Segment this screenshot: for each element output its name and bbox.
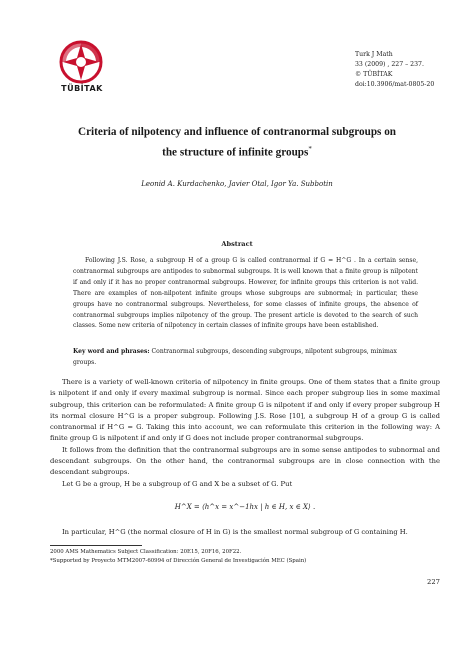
- title-line-1: Criteria of nilpotency and influence of contranormal subgroups on: [77, 126, 397, 138]
- keywords: [73, 347, 418, 369]
- display-formula: H^X = ⟨h^x = x^−1hx | h ∈ H, x ∈ X⟩ .: [174, 503, 316, 511]
- keywords-text: Contranormal subgroups, descending subgroups, nilpotent subgroups, minimax groups.: [73, 348, 397, 366]
- authors: Leonid A. Kurdachenko, Javier Otal, Igor Ya. Subbotin: [141, 180, 333, 188]
- journal-name: Turk J Math: [355, 51, 393, 58]
- journal-header: [355, 50, 465, 90]
- footnotes: [50, 548, 440, 566]
- journal-copyright: © TÜBİTAK: [355, 71, 393, 78]
- abstract-text: [73, 256, 418, 332]
- journal-volume: 33 (2009) , 227 – 237.: [355, 61, 424, 68]
- journal-doi: doi:10.3906/mat-0805-20: [355, 81, 435, 88]
- page-number: 227: [427, 578, 440, 586]
- title-footnote-mark: *: [308, 145, 312, 153]
- body-paragraph-4: In particular, H^G (the normal closure of H in G) is the smallest normal subgroup of G containing H.: [62, 528, 408, 536]
- body-paragraph-1: There is a variety of well-known criteria of nilpotency in finite groups. One of them states that a finite group is nilpotent if and only if every maximal subgroup is normal. Since each proper subgroup lies in some maximal subgroup, this criterion can be reformulated: A finite group G is nilpotent if and only if every proper subgroup H its normal closure H^G is a proper subgroup. Following J.S. Rose [10], a subgroup H of a group G is called contranormal if H^G = G. Taking this into account, we can reformulate this criterion in the following way: A finite group G is nilpotent if and only if G does not include proper contranormal subgroups.: [50, 378, 440, 443]
- body-text-continued: [50, 527, 440, 538]
- body-paragraph-3: Let G be a group, H be a subgroup of G and X be a subset of G. Put: [62, 479, 293, 488]
- abstract-paragraph: Following J.S. Rose, a subgroup H of a group G is called contranormal if G = H^G . In a certain sense, contranormal subgroups are antipodes to subnormal subgroups. It is well known that a finite group is nilpotent if and only if it has no proper contranormal subgroups. However, for infinite groups this criterion is not valid. There are examples of non-nilpotent infinite groups whose subgroups are subnormal; in particular, these groups have no contranormal subgroups. Nevertheless, for some classes of infinite groups, the absence of contranormal subgroups implies nilpotency of the group. The present article is devoted to the search of such classes. Some new criteria of nilpotency in certain classes of infinite groups have been established.: [73, 257, 418, 330]
- paper-title: [40, 124, 434, 162]
- logo-wordmark: TÜBİTAK: [61, 84, 103, 93]
- abstract-heading: Abstract: [221, 240, 253, 248]
- footnote-msc: 2000 AMS Mathematics Subject Classification: 20E15, 20F16, 20F22.: [50, 549, 242, 555]
- body-text: [50, 377, 440, 490]
- keywords-label: Key word and phrases:: [73, 348, 150, 355]
- title-line-2: the structure of infinite groups: [162, 146, 309, 159]
- footnote-support: *Supported by Proyecto MTM2007-60994 of Dirección General de Investigación MEC (Spain): [50, 558, 307, 564]
- footnote-rule: [50, 545, 142, 546]
- body-paragraph-2: It follows from the definition that the contranormal subgroups are in some sense antipodes to subnormal and descendant subgroups. On the other hand, the contranormal subgroups are in close connection with the descendant subgroups.: [50, 445, 440, 477]
